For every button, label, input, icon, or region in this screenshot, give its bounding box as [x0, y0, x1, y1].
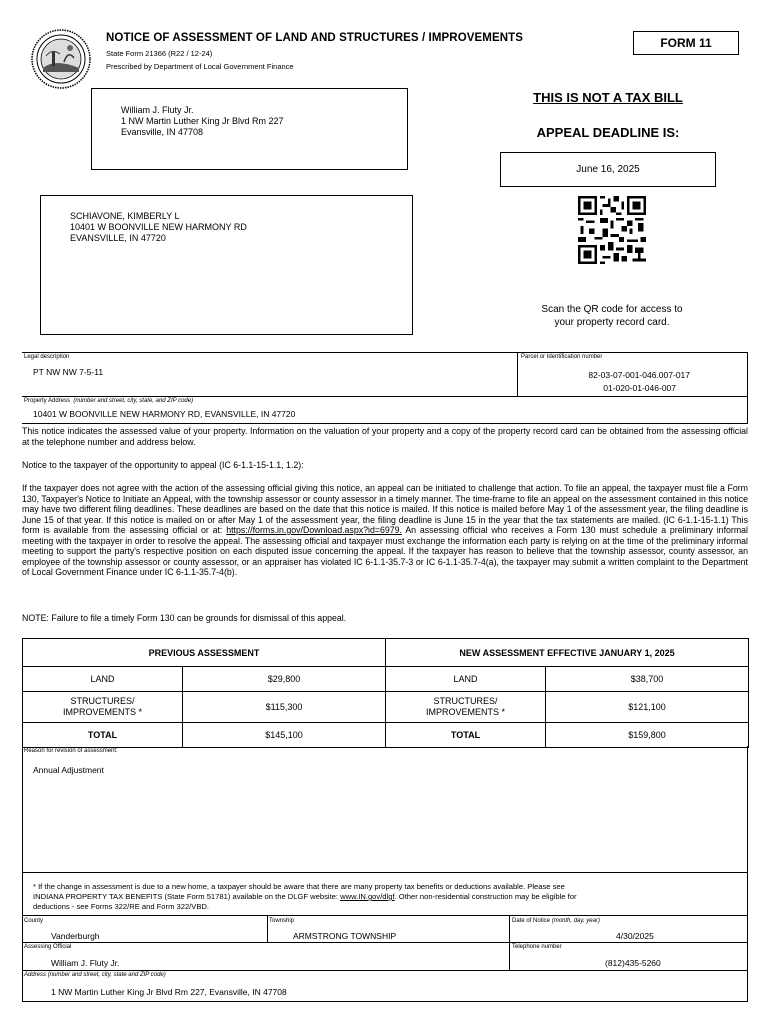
- divider: [22, 396, 748, 397]
- previous-assessment-header: PREVIOUS ASSESSMENT: [23, 639, 386, 667]
- new-land-value: $38,700: [546, 667, 749, 692]
- date-of-notice-label: [512, 918, 600, 924]
- new-assessment-header: NEW ASSESSMENT EFFECTIVE JANUARY 1, 2025: [386, 639, 749, 667]
- dismissal-note: NOTE: Failure to file a timely Form 130 can be grounds for dismissal of this appeal.: [22, 613, 347, 623]
- table-row: [23, 667, 749, 692]
- reason-box: [22, 746, 748, 872]
- state-form-number: State Form 21366 (R22 / 12-24): [106, 49, 213, 58]
- intro-paragraph: This notice indicates the assessed value of your property. Information on the valuation of your property and a copy of the property record card can be obtained from the assessing official at the telephone number and address below.: [22, 426, 748, 447]
- dlgf-website-link[interactable]: www.IN.gov/dlgf: [340, 892, 395, 901]
- structures-label-line-2: IMPROVEMENTS *: [62, 707, 142, 717]
- reason-value: Annual Adjustment: [33, 765, 104, 775]
- divider: [517, 352, 518, 396]
- divider: [22, 1001, 748, 1002]
- divider: [22, 942, 748, 943]
- township-value: ARMSTRONG TOWNSHIP: [293, 931, 397, 941]
- new-total-label: TOTAL: [386, 723, 546, 748]
- divider: [509, 916, 510, 970]
- prev-total-value: $145,100: [183, 723, 386, 748]
- new-structures-value: $121,100: [546, 692, 749, 723]
- parcel-number-alt-value: 01-020-01-046-007: [603, 383, 676, 393]
- qr-caption-line-1: Scan the QR code for access to: [541, 304, 683, 315]
- footnote-line-1: * If the change in assessment is due to a new home, a taxpayer should be aware that there are many property tax benefits or deductions available. Please see: [33, 882, 565, 891]
- official-address-label: [24, 972, 166, 978]
- table-header-row: [23, 639, 749, 667]
- divider: [267, 916, 268, 942]
- structures-label-line-1: STRUCTURES/: [70, 696, 135, 706]
- address-label-note: (number and street, city, state and ZIP code): [47, 972, 166, 978]
- new-land-label: LAND: [386, 667, 546, 692]
- divider: [747, 916, 748, 1002]
- qr-caption: [512, 303, 712, 329]
- prev-total-label: TOTAL: [23, 723, 183, 748]
- date-label-note: (month, day, year): [551, 918, 600, 924]
- reason-label: Reason for revision of assessment:: [24, 748, 118, 754]
- divider: [747, 352, 748, 424]
- prev-land-value: $29,800: [183, 667, 386, 692]
- appeal-notice-heading: Notice to the taxpayer of the opportunity to appeal (IC 6-1.1-15-1.1, 1.2):: [22, 460, 304, 470]
- table-row: [23, 723, 749, 748]
- township-label: Township: [269, 918, 295, 924]
- not-a-tax-bill-heading: THIS IS NOT A TAX BILL: [533, 90, 683, 105]
- prev-land-label: LAND: [23, 667, 183, 692]
- footnote-line-2-end: . Other non-residential construction may be eligible for: [394, 892, 577, 901]
- property-address-label: [24, 398, 193, 404]
- qr-code-icon[interactable]: [578, 196, 646, 264]
- date-of-notice-value: 4/30/2025: [616, 931, 654, 941]
- divider: [22, 916, 23, 1002]
- divider: [22, 423, 748, 424]
- assessing-official-value: William J. Fluty Jr.: [51, 958, 120, 968]
- footnote-line-2-text: INDIANA PROPERTY TAX BENEFITS (State Form 51781) available on the DLGF website:: [33, 892, 341, 901]
- recipient-city: EVANSVILLE, IN 47720: [70, 233, 166, 243]
- new-structures-label: [386, 692, 546, 723]
- structures-label-line-1: STRUCTURES/: [433, 696, 498, 706]
- date-label-text: Date of Notice: [512, 918, 551, 924]
- qr-caption-line-2: your property record card.: [554, 317, 670, 328]
- state-seal-logo: [30, 28, 92, 90]
- notice-title: NOTICE OF ASSESSMENT OF LAND AND STRUCTURES / IMPROVEMENTS: [106, 32, 524, 44]
- structures-label-line-2: IMPROVEMENTS *: [426, 707, 506, 717]
- appeal-text-1: If the taxpayer does not agree with the action of the assessing official giving this notice, an appeal can be initiated to challenge that action. To file an appeal, the taxpayer must file a Form 130, Taxpayer's Notice to Initiate an Appeal, with the township assessor or county assessor in a timely manner. The time-frame to file an appeal on the assessment contained in this notice may have two different filing deadlines. These deadlines are based on the date that this notice is mailed. If this notice is mailed before May 1 of the assessment year, the filing deadline is June 15 of that year. If this notice is mailed on or after May 1 of the assessment year, the filing deadline is June 15 in the year that the tax statements are mailed. (IC 6-1.1-15-1.1) This form is available from the assessing official or at:: [22, 483, 748, 535]
- assessing-official-label: Assessing Official: [24, 944, 72, 950]
- assessment-table: [22, 638, 749, 748]
- prev-structures-value: $115,300: [183, 692, 386, 723]
- sender-street: 1 NW Martin Luther King Jr Blvd Rm 227: [121, 116, 284, 126]
- parcel-number-value: 82-03-07-001-046.007-017: [588, 370, 690, 380]
- sender-city: Evansville, IN 47708: [121, 127, 204, 137]
- divider: [22, 970, 748, 971]
- legal-description-value: PT NW NW 7-5-11: [33, 367, 104, 377]
- parcel-number-label: Parcel or Identification number: [521, 354, 603, 360]
- recipient-street: 10401 W BOONVILLE NEW HARMONY RD: [70, 222, 247, 232]
- recipient-address-box: [40, 195, 413, 335]
- telephone-label: Telephone number: [512, 944, 562, 950]
- appeal-text-2: An assessing official who receives a Form 130 must schedule a preliminary informal meeting with the taxpayer in order to resolve the appeal. The assessing official and taxpayer must exchange the information each party is relying on at the time of the preliminary informal meeting to support the party's respective position on each disputed issue concerning the appeal. If the taxpayer has reason to believe that the township assessor, county assessor, an employee of the township assessor or county assessor, or an appraiser has violated IC 6-1.1-35.7-3 or IC 6-1.1-35.7-4(a), the taxpayer may submit a written complaint to the Department of Local Government Finance under IC 6-1.1-35.7-4(b).: [22, 525, 749, 577]
- sender-address-box: [91, 88, 408, 170]
- form-download-link[interactable]: https://forms.in.gov/Download.aspx?id=6979.: [226, 525, 402, 535]
- footnote-line-3: deductions - see Forms 322/RE and Form 322/VBD.: [33, 902, 210, 911]
- prescribed-by: Prescribed by Department of Local Government Finance: [106, 62, 294, 71]
- table-row: [23, 692, 749, 723]
- form-number-box: FORM 11: [633, 31, 739, 55]
- legal-description-label: Legal description: [24, 354, 70, 360]
- recipient-name: SCHIAVONE, KIMBERLY L: [70, 211, 180, 221]
- appeal-deadline-label: APPEAL DEADLINE IS:: [536, 125, 680, 140]
- new-total-value: $159,800: [546, 723, 749, 748]
- property-address-label-note: (number and street, city, state, and ZIP code): [73, 398, 194, 404]
- appeal-instructions-paragraph: [22, 483, 748, 578]
- telephone-value: (812)435-5260: [605, 958, 661, 968]
- address-label-text: Address: [24, 972, 47, 978]
- property-address-value: 10401 W BOONVILLE NEW HARMONY RD, EVANSVILLE, IN 47720: [33, 409, 296, 419]
- property-address-label-text: Property Address: [24, 398, 71, 404]
- prev-structures-label: [23, 692, 183, 723]
- divider: [22, 352, 748, 353]
- official-address-value: 1 NW Martin Luther King Jr Blvd Rm 227, Evansville, IN 47708: [51, 987, 287, 997]
- appeal-deadline-date: June 16, 2025: [500, 152, 716, 187]
- footnote-line-2: [33, 892, 733, 902]
- county-label: County: [24, 918, 44, 924]
- county-value: Vanderburgh: [51, 931, 100, 941]
- footnote: [33, 882, 733, 912]
- sender-name: William J. Fluty Jr.: [121, 105, 194, 115]
